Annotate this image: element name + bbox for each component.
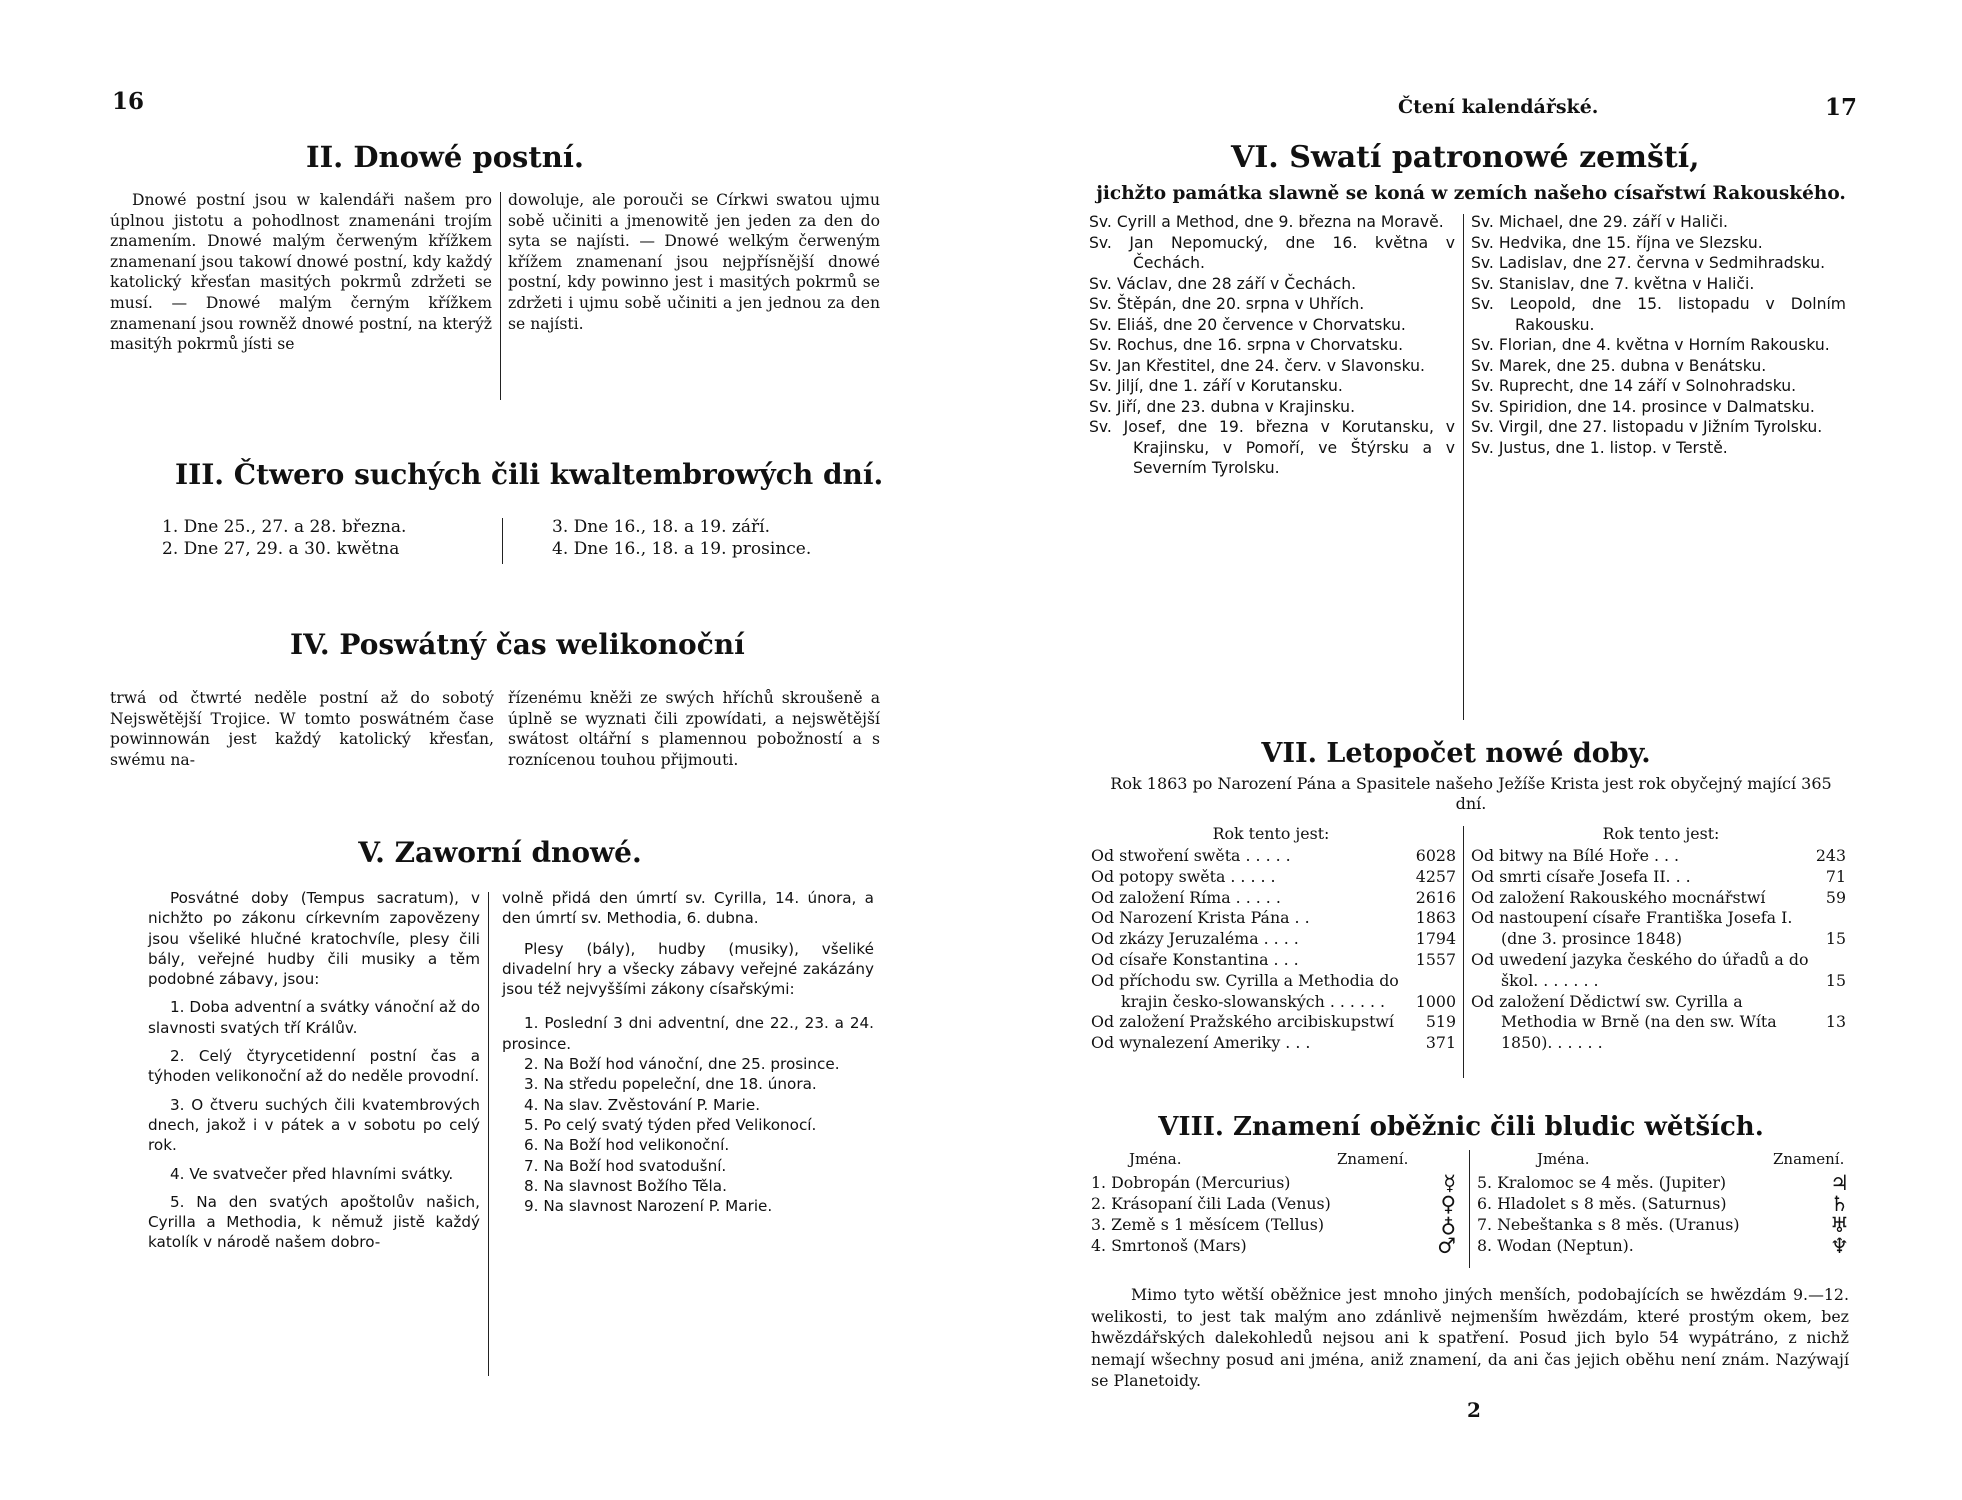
column-divider — [488, 892, 489, 1376]
table-row: Od nastoupení císaře Františka Josefa I. (dne 3. prosince 1848) 15 — [1471, 908, 1846, 949]
running-head: Čtení kalendářské. — [1398, 96, 1599, 118]
table-row: 5. Kralomoc se 4 měs. (Jupiter) ♃ — [1477, 1170, 1849, 1195]
closed-days-col2: volně přidá den úmrtí sv. Cyrilla, 14. února, a den úmrtí sv. Methodia, 6. dubna. Plesy (bály), hudby (musiky), všeliké divadelní hry a všecky zábavy veřejné zakázány jsou též nejvyššími zákony císařskými: 1. Poslední 3 dni adventní, dne 22., 23. a 24. prosince. 2. Na Boží hod vánoční, dne 25. prosince. 3. Na středu popeleční, dne 18. února. 4. Na slav. Zvěstování P. Marie. 5. Po celý svatý týden před Velikonocí. 6. Na Boží hod velikonoční. 7. Na Boží hod svatodušní. 8. Na slavnost Božího Těla. 9. Na slavnost Narození P. Marie. — [502, 889, 874, 1216]
era-intro: Rok 1863 po Narození Pána a Spasitele našeho Ježíše Krista jest rok obyčejný mající 365 dní. — [1110, 774, 1832, 813]
easter-text-col2: řízenému kněži ze swých hříchů skroušeně a úplně se wyznati čili zpowídati, a nejswětější swátost oltářní s plamennou pobožností a s roznícenou touhou přijmouti. — [508, 689, 880, 769]
section-title-era: VII. Letopočet nowé doby. — [1261, 738, 1651, 769]
neptune-symbol-icon: ♆ — [1830, 1233, 1849, 1258]
table-row: Od potopy swěta . . . . . 4257 — [1091, 866, 1456, 886]
section-title-ember-days: III. Čtwero suchých čili kwaltembrowých dní. — [175, 458, 884, 491]
table-row: 3. Země s 1 měsícem (Tellus) ♁ — [1091, 1212, 1456, 1237]
table-row: Od založení Dědictwí sw. Cyrilla a Methodia w Brně (na den sw. Wíta 1850). . . . . . 13 — [1471, 991, 1846, 1053]
table-row: Od bitwy na Bílé Hoře . . . 243 — [1471, 846, 1846, 865]
table-row: 2. Krásopaní čili Lada (Venus) ♀ — [1091, 1191, 1456, 1216]
column-divider — [1469, 1150, 1470, 1268]
saturn-symbol-icon: ♄ — [1830, 1191, 1849, 1216]
table-row: Od založení Rakouského mocnářstwí 59 — [1471, 887, 1846, 907]
patron-saints-subtitle: jichžto památka slawně se koná w zemích našeho císařstwí Rakouského. — [1096, 183, 1846, 204]
era-col-head: Rok tento jest: — [1602, 824, 1720, 843]
table-row: Od smrti císaře Josefa II. . . 71 — [1471, 866, 1846, 886]
table-row: Od příchodu sw. Cyrilla a Methodia do krajin česko-slowanských . . . . . . 1000 — [1091, 970, 1456, 1011]
era-table-right — [1471, 846, 1846, 1054]
planets-table-left — [1091, 1172, 1456, 1256]
column-divider — [502, 518, 503, 564]
ember-days-list-right — [552, 516, 811, 560]
closed-days-col1: Posvátné doby (Tempus sacratum), v nichžto po zákonu církevním zapovězeny jsou všeliké hlučné kratochvíle, plesy čili bály, veřejné hudby čili musiky a těm podobné zábavy, jsou: 1. Doba adventní a svátky vánoční až do slavnosti svatých tří Králův. 2. Celý čtyrycetidenní postní čas a týhoden velikonoční až do neděle provodní. 3. O čtveru suchých čili kvatembrových dnech, jakož i v pátek a v sobotu po celý rok. 4. Ve svatvečer před hlavními svátky. 5. Na den svatých apoštolův našich, Cyrilla a Methodia, k němuž jistě každý katolík v národě našem dobro- — [148, 889, 480, 1252]
list-item: 2. Dne 27, 29. a 30. kwětna — [162, 539, 400, 559]
table-row: 7. Nebeštanka s 8 měs. (Uranus) ♅ — [1477, 1212, 1849, 1237]
table-row: Od wynalezení Ameriky . . . 371 — [1091, 1033, 1456, 1053]
column-divider — [1463, 214, 1464, 720]
planets-table-right — [1477, 1172, 1849, 1256]
fast-days-text-col2: dowoluje, ale porouči se Církwi swatou ujmu sobě učiniti a jmenowitě jen jeden za den do syta se najísti. — Dnowé welkým čerweným křížem znamenaní jsou nejpřísnější dnowé postní, kdy powinno jest i masitých pokrmů se zdržeti i ujmu sobě učiniti a jen jednou za den se najísti. — [508, 191, 880, 333]
planets-head-name: Jména. — [1537, 1150, 1590, 1168]
planets-head-sign: Znamení. — [1337, 1150, 1409, 1168]
table-row: Od založení Pražského arcibiskupstwí 519 — [1091, 1012, 1456, 1032]
list-item: 1. Dne 25., 27. a 28. března. — [162, 517, 407, 537]
table-row: 1. Dobropán (Mercurius) ☿ — [1091, 1170, 1456, 1195]
patron-saints-col1: Sv. Cyrill a Method, dne 9. března na Moravě. Sv. Jan Nepomucký, dne 16. května v Čechách. Sv. Václav, dne 28 září v Čechách. Sv. Štěpán, dne 20. srpna v Uhřích. Sv. Eliáš, dne 20 července v Chorvatsku. Sv. Rochus, dne 16. srpna v Chorvatsku. Sv. Jan Křestitel, dne 24. červ. v Slavonsku. Sv. Jiljí, dne 1. září v Korutansku. Sv. Jiří, dne 23. dubna v Krajinsku. Sv. Josef, dne 19. března v Korutansku, v Krajinsku, v Pomoří, ve Štýrsku a v Severním Tyrolsku. — [1089, 213, 1455, 477]
planets-head-name: Jména. — [1129, 1150, 1182, 1168]
earth-symbol-icon: ♁ — [1440, 1212, 1456, 1237]
column-divider — [500, 192, 501, 400]
ember-days-list-left — [162, 516, 406, 560]
list-item: 3. Dne 16., 18. a 19. září. — [552, 517, 770, 537]
venus-symbol-icon: ♀ — [1440, 1191, 1456, 1216]
fast-days-text-col1: Dnowé postní jsou w kalendáři našem pro úplnou jistotu a pohodlnost znamenáni trojím znamením. Dnowé malým čerweným křížkem znamenaní jsou takowí dnowé postní, kdy každý katolický křesťan masitých pokrmů zdržeti se musí. — Dnowé malým černým křížkem znamenaní jsou rowněž dnowé postní, na kterýž masitýh pokrmů jísti se — [110, 191, 492, 354]
section-title-planets: VIII. Znamení oběžnic čili bludic wětších. — [1158, 1112, 1764, 1142]
table-row: 8. Wodan (Neptun). ♆ — [1477, 1233, 1849, 1258]
jupiter-symbol-icon: ♃ — [1830, 1170, 1849, 1195]
era-col-head: Rok tento jest: — [1212, 824, 1330, 843]
signature-mark: 2 — [1467, 1398, 1481, 1422]
easter-text-col1: trwá od čtwrté neděle postní až do sobotý Nejswětější Trojice. W tomto poswátném čase powinnowán jest každý katolický křesťan, swému na- — [110, 689, 494, 769]
mars-symbol-icon: ♂ — [1437, 1233, 1456, 1258]
patron-saints-col2: Sv. Michael, dne 29. září v Haliči. Sv. Hedvika, dne 15. října ve Slezsku. Sv. Ladislav, dne 27. června v Sedmihradsku. Sv. Stanislav, dne 7. května v Haliči. Sv. Leopold, dne 15. listopadu v Dolním Rakousku. Sv. Florian, dne 4. května v Horním Rakousku. Sv. Marek, dne 25. dubna v Benátsku. Sv. Ruprecht, dne 14 září v Solnohradsku. Sv. Spiridion, dne 14. prosince v Dalmatsku. Sv. Virgil, dne 27. listopadu v Jižním Tyrolsku. Sv. Justus, dne 1. listop. v Terstě. — [1471, 213, 1846, 457]
table-row: Od Narození Krista Pána . . 1863 — [1091, 908, 1456, 928]
page-number: 17 — [1825, 94, 1858, 121]
uranus-symbol-icon: ♅ — [1830, 1212, 1849, 1237]
table-row: 4. Smrtonoš (Mars) ♂ — [1091, 1233, 1456, 1258]
table-row: Od založení Ríma . . . . . 2616 — [1091, 887, 1456, 907]
table-row: Od stwoření swěta . . . . . 6028 — [1091, 846, 1456, 865]
section-title-patron-saints: VI. Swatí patronowé zemští, — [1231, 140, 1700, 175]
section-title-closed-days: V. Zaworní dnowé. — [358, 836, 642, 869]
column-divider — [1463, 826, 1464, 1078]
table-row: Od uwedení jazyka českého do úřadů a do škol. . . . . . . 15 — [1471, 949, 1846, 990]
table-row: Od zkázy Jeruzaléma . . . . 1794 — [1091, 929, 1456, 949]
era-table-left — [1091, 846, 1456, 1054]
page-number: 16 — [112, 88, 145, 115]
mercury-symbol-icon: ☿ — [1443, 1170, 1456, 1195]
planets-head-sign: Znamení. — [1773, 1150, 1845, 1168]
right-page — [981, 0, 1962, 1500]
list-item: 4. Dne 16., 18. a 19. prosince. — [552, 539, 812, 559]
table-row: Od císaře Konstantina . . . 1557 — [1091, 949, 1456, 969]
section-title-easter-time: IV. Poswátný čas welikonoční — [290, 628, 745, 661]
table-row: 6. Hladolet s 8 měs. (Saturnus) ♄ — [1477, 1191, 1849, 1216]
section-title-fast-days: II. Dnowé postní. — [306, 140, 584, 174]
planetoids-paragraph: Mimo tyto wětší oběžnice jest mnoho jiných menších, podobajících se hwězdám 9.—12. welikosti, to jest tak malým ano zdánlivě nejmenším hwězdám, které prostým okem, bez hwězdářských dalekohledů nejsou ani k spatření. Posud jich bylo 54 wypátráno, z nichž nemají wšechny posud ani jména, aniž znamení, da ani čas jejich oběhu není znám. Nazýwají se Planetoidy. — [1091, 1285, 1849, 1390]
